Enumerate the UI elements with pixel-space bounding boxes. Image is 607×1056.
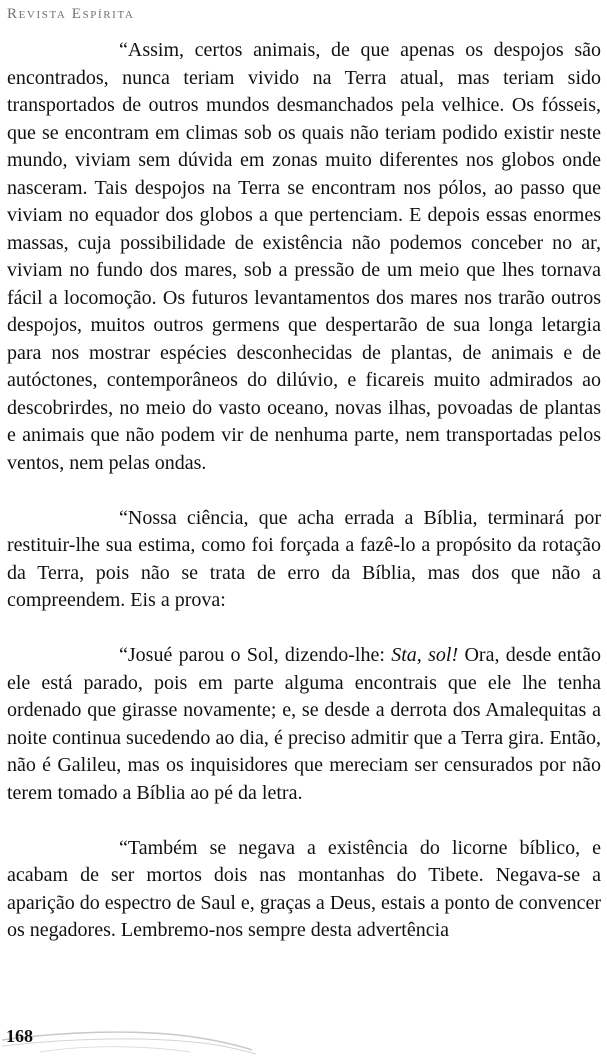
- footer-swoosh-ornament: [0, 1016, 260, 1056]
- paragraph-3: [7, 642, 601, 807]
- paragraph-3-italic: Sta, sol!: [391, 644, 459, 666]
- paragraph-1: “Assim, certos animais, de que apenas os despojos são encontrados, nunca teriam vivido na Terra atual, mas teriam sido transportados de outros mundos desmanchados pela velhice. Os fósseis, que se encontram em climas sob os quais não teriam podido existir neste mundo, viviam sem dúvida em zonas muito diferentes nos globos onde nasceram. Tais despojos na Terra se encontram nos pólos, ao passo que viviam no equador dos globos a que pertenciam. E depois essas enormes massas, cuja possibilidade de existência não podemos conceber no ar, viviam no fundo dos mares, sob a pressão de um meio que lhes tornava fácil a locomoção. Os futuros levantamentos dos mares nos trarão outros despojos, muitos outros germens que despertarão de sua longa letargia para nos mostrar espécies desconhecidas de plantas, de animais e de autóctones, contemporâneos do dilúvio, e ficareis muito admirados ao descobrirdes, no meio do vasto oceano, novas ilhas, povoadas de plantas e animais que não podem vir de nenhuma parte, nem transportadas pelos ventos, nem pelas ondas.: [7, 39, 601, 474]
- paragraph-2: “Nossa ciência, que acha errada a Bíblia, terminará por restituir-lhe sua estima, como foi forçada a fazê-lo a propósito da rotação da Terra, pois não se trata de erro da Bíblia, mas dos que não a compreendem. Eis a prova:: [7, 506, 601, 611]
- page-footer: [0, 1016, 607, 1056]
- body-text: [7, 37, 601, 945]
- running-head: Revista Espírita: [7, 6, 135, 22]
- paragraph-3-before: “Josué parou o Sol, dizendo-lhe:: [119, 644, 392, 666]
- paragraph-4: “Também se negava a existência do licorne bíblico, e acabam de ser mortos dois nas montanhas do Tibete. Negava-se a aparição do espectro de Saul e, graças a Deus, estais a ponto de convencer os negadores. Lembremo-nos sempre desta advertência: [7, 836, 601, 941]
- paragraph-3-after: Ora, desde então ele está parado, pois em parte alguma encontrais que ele lhe tenha ordenado que girasse novamente; e, se desde a derrota dos Amalequitas a noite continua sucedendo ao dia, é preciso admitir que a Terra gira. Então, não é Galileu, mas os inquisidores que mereciam ser censurados por não terem tomado a Bíblia ao pé da letra.: [7, 644, 602, 804]
- page-number: 168: [6, 1026, 33, 1046]
